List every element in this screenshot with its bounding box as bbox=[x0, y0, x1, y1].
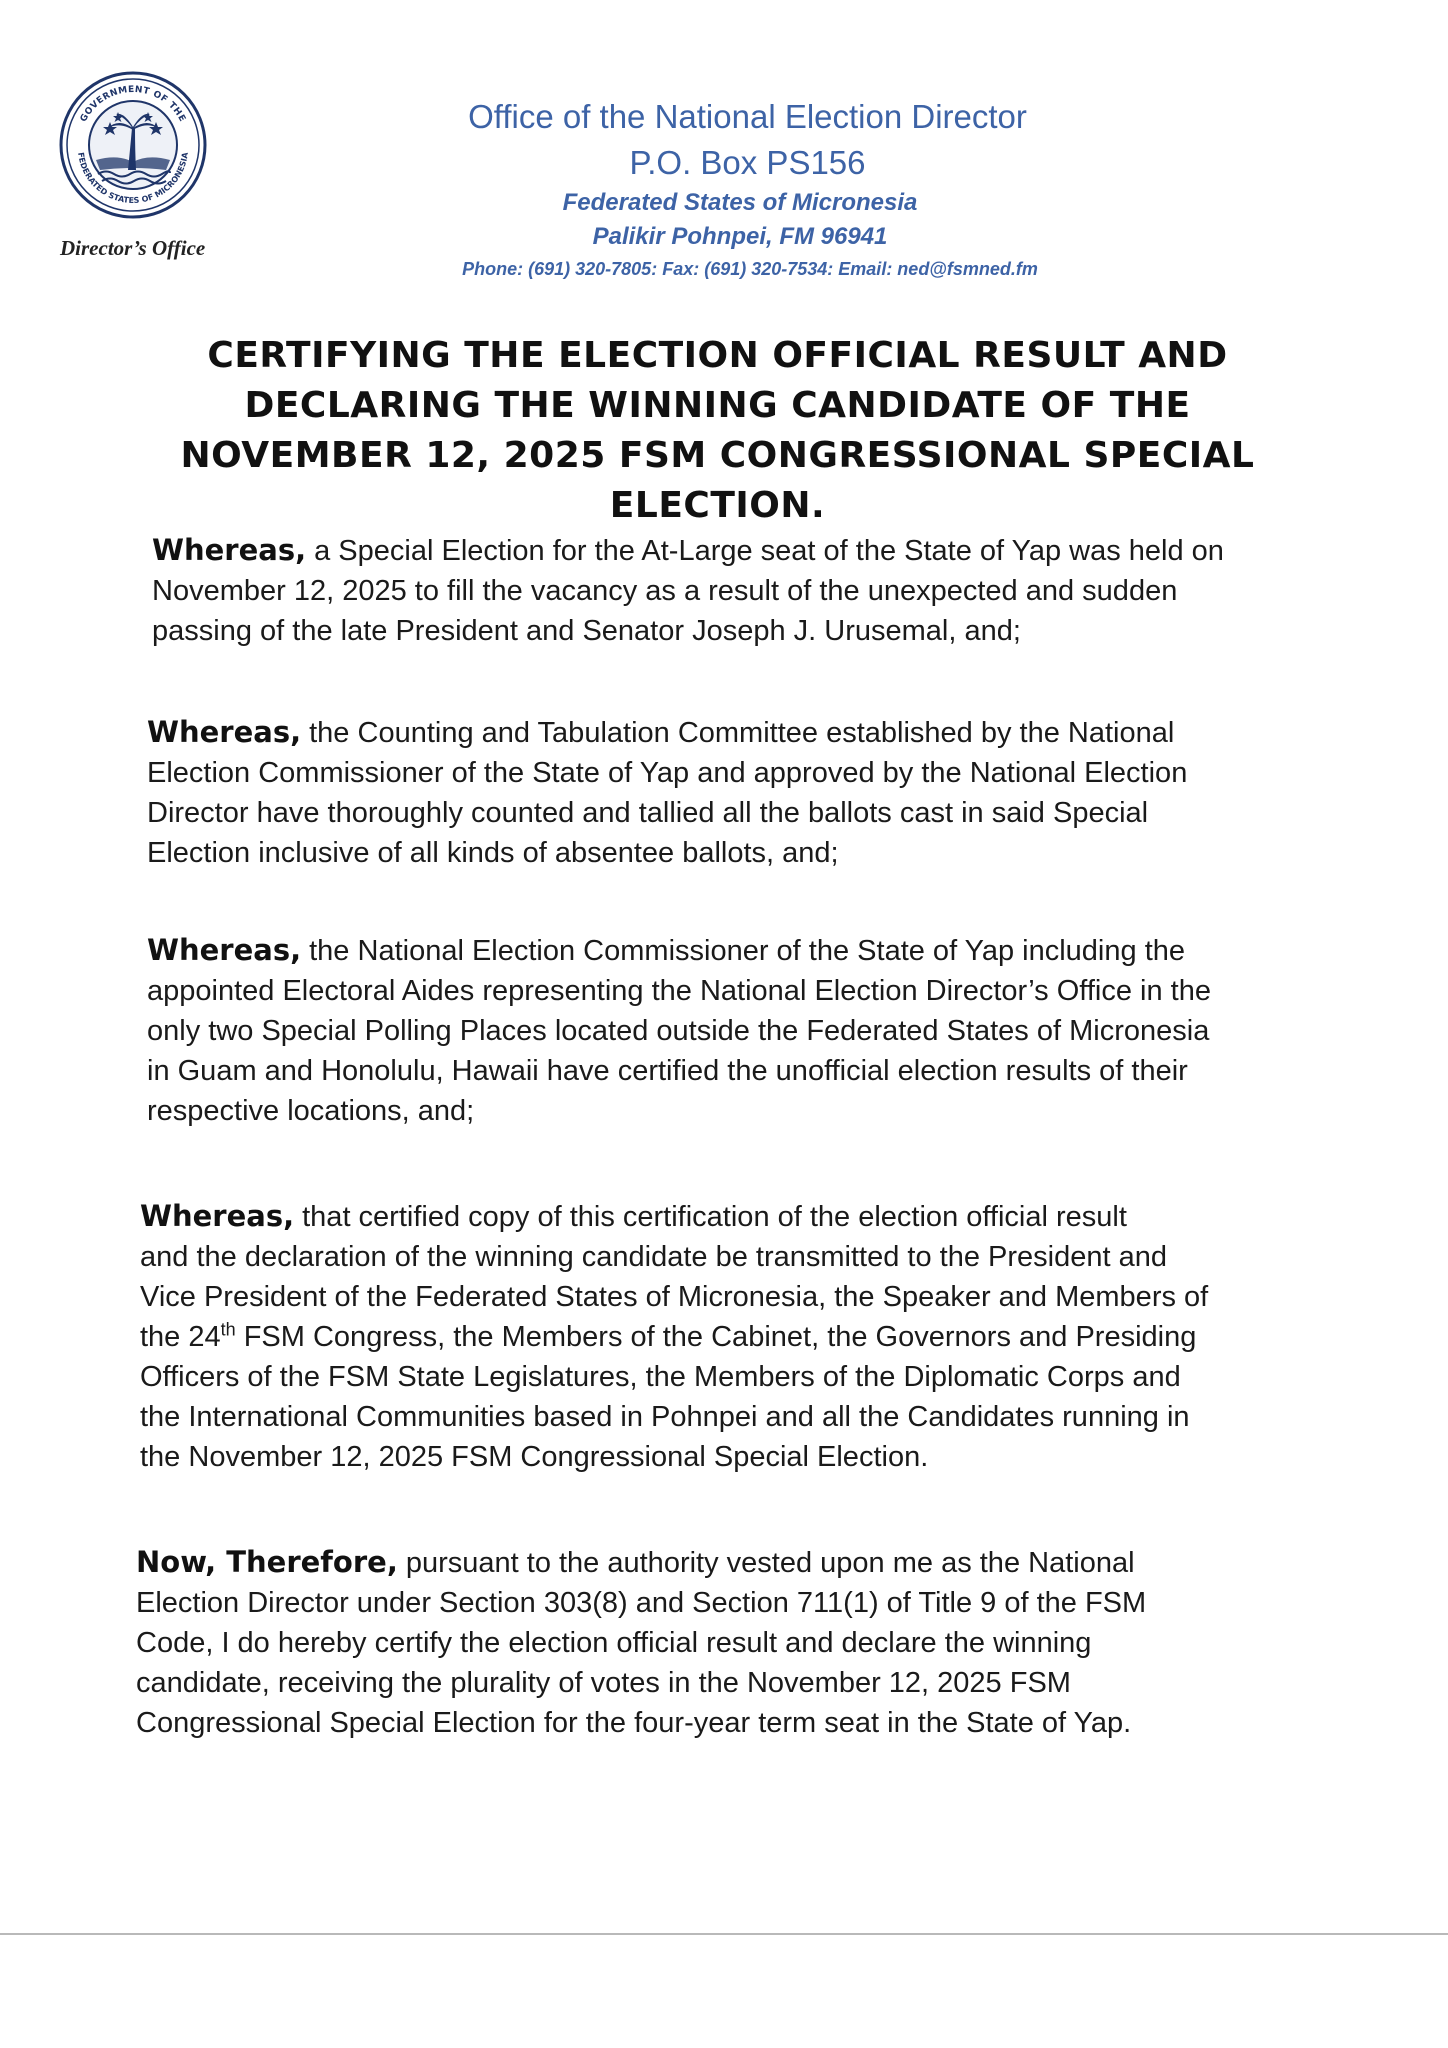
paragraph-line: Congressional Special Election for the four-year term seat in the State of Yap. bbox=[136, 1707, 1132, 1739]
po-box: P.O. Box PS156 bbox=[629, 144, 866, 181]
paragraph-line: Code, I do hereby certify the election official result and declare the winning bbox=[136, 1627, 1092, 1659]
paragraph-line bbox=[136, 1542, 1306, 1583]
now-therefore-paragraph bbox=[136, 1542, 1306, 1743]
seal-bottom-text: FEDERATED STATES OF MICRONESIA bbox=[76, 151, 190, 206]
paragraph-line bbox=[147, 930, 1317, 971]
paragraph-line: Election Director under Section 303(8) and Section 711(1) of Title 9 of the FSM bbox=[136, 1587, 1147, 1619]
paragraph-line: appointed Electoral Aides representing the National Election Director’s Office in the bbox=[147, 975, 1211, 1007]
fsm-government-seal bbox=[58, 70, 208, 220]
paragraph-line: in Guam and Honolulu, Hawaii have certified the unofficial election results of their bbox=[147, 1055, 1188, 1087]
whereas-paragraph-1 bbox=[152, 530, 1322, 651]
paragraph-text: pursuant to the authority vested upon me as the National bbox=[405, 1547, 1135, 1579]
paragraph-line: the November 12, 2025 FSM Congressional Special Election. bbox=[140, 1441, 929, 1473]
paragraph-text: that certified copy of this certification of the election official result bbox=[302, 1201, 1127, 1233]
directors-office-label: Director’s Office bbox=[60, 236, 206, 260]
paragraph-line: candidate, receiving the plurality of votes in the November 12, 2025 FSM bbox=[136, 1667, 1071, 1699]
paragraph-line bbox=[147, 712, 1317, 753]
paragraph-lead: Whereas, bbox=[147, 933, 302, 967]
paragraph-line bbox=[152, 530, 1322, 571]
paragraph-text: FSM Congress, the Members of the Cabinet, the Governors and Presiding bbox=[243, 1321, 1197, 1353]
title-line: ELECTION. bbox=[609, 485, 826, 526]
paragraph-line: Director have thoroughly counted and tallied all the ballots cast in said Special bbox=[147, 797, 1149, 829]
paragraph-text: the Counting and Tabulation Committee established by the National bbox=[309, 717, 1175, 749]
ordinal-suffix: th bbox=[220, 1319, 236, 1340]
paragraph-line: Election inclusive of all kinds of absentee ballots, and; bbox=[147, 837, 839, 869]
country-name: Federated States of Micronesia bbox=[562, 189, 918, 216]
document-title bbox=[150, 331, 1285, 531]
paragraph-lead: Now, Therefore, bbox=[136, 1545, 398, 1579]
paragraph-line: Vice President of the Federated States of Micronesia, the Speaker and Members of bbox=[140, 1281, 1209, 1313]
paragraph-line: Officers of the FSM State Legislatures, the Members of the Diplomatic Corps and bbox=[140, 1361, 1181, 1393]
paragraph-lead: Whereas, bbox=[152, 533, 307, 567]
city-address: Palikir Pohnpei, FM 96941 bbox=[592, 223, 888, 250]
paragraph-line bbox=[140, 1317, 1310, 1357]
whereas-paragraph-3 bbox=[147, 930, 1317, 1131]
paragraph-text: the 24 bbox=[140, 1321, 221, 1353]
whereas-paragraph-4 bbox=[140, 1196, 1310, 1477]
paragraph-line bbox=[140, 1196, 1310, 1237]
office-name: Office of the National Election Director bbox=[468, 98, 1027, 135]
paragraph-line: only two Special Polling Places located outside the Federated States of Micronesia bbox=[147, 1015, 1210, 1047]
title-line: CERTIFYING THE ELECTION OFFICIAL RESULT AND bbox=[207, 335, 1228, 376]
letterhead bbox=[330, 94, 1130, 284]
title-line: NOVEMBER 12, 2025 FSM CONGRESSIONAL SPECIAL bbox=[180, 435, 1255, 476]
paragraph-line: passing of the late President and Senator Joseph J. Urusemal, and; bbox=[152, 615, 1021, 647]
paragraph-text: a Special Election for the At-Large seat of the State of Yap was held on bbox=[314, 535, 1224, 567]
whereas-paragraph-2 bbox=[147, 712, 1317, 873]
paragraph-lead: Whereas, bbox=[140, 1199, 295, 1233]
seal-top-text: GOVERNMENT OF THE bbox=[78, 84, 188, 124]
paragraph-line: November 12, 2025 to fill the vacancy as a result of the unexpected and sudden bbox=[152, 575, 1178, 607]
paragraph-line: and the declaration of the winning candidate be transmitted to the President and bbox=[140, 1241, 1167, 1273]
paragraph-lead: Whereas, bbox=[147, 715, 302, 749]
paragraph-line: respective locations, and; bbox=[147, 1095, 475, 1127]
contact-line: Phone: (691) 320-7805: Fax: (691) 320-7534: Email: ned@fsmned.fm bbox=[462, 259, 1038, 279]
paragraph-line: the International Communities based in Pohnpei and all the Candidates running in bbox=[140, 1401, 1190, 1433]
paragraph-line: Election Commissioner of the State of Yap and approved by the National Election bbox=[147, 757, 1188, 789]
page-footer-rule bbox=[0, 1933, 1448, 1935]
title-line: DECLARING THE WINNING CANDIDATE OF THE bbox=[244, 385, 1191, 426]
paragraph-text: the National Election Commissioner of the State of Yap including the bbox=[309, 935, 1186, 967]
